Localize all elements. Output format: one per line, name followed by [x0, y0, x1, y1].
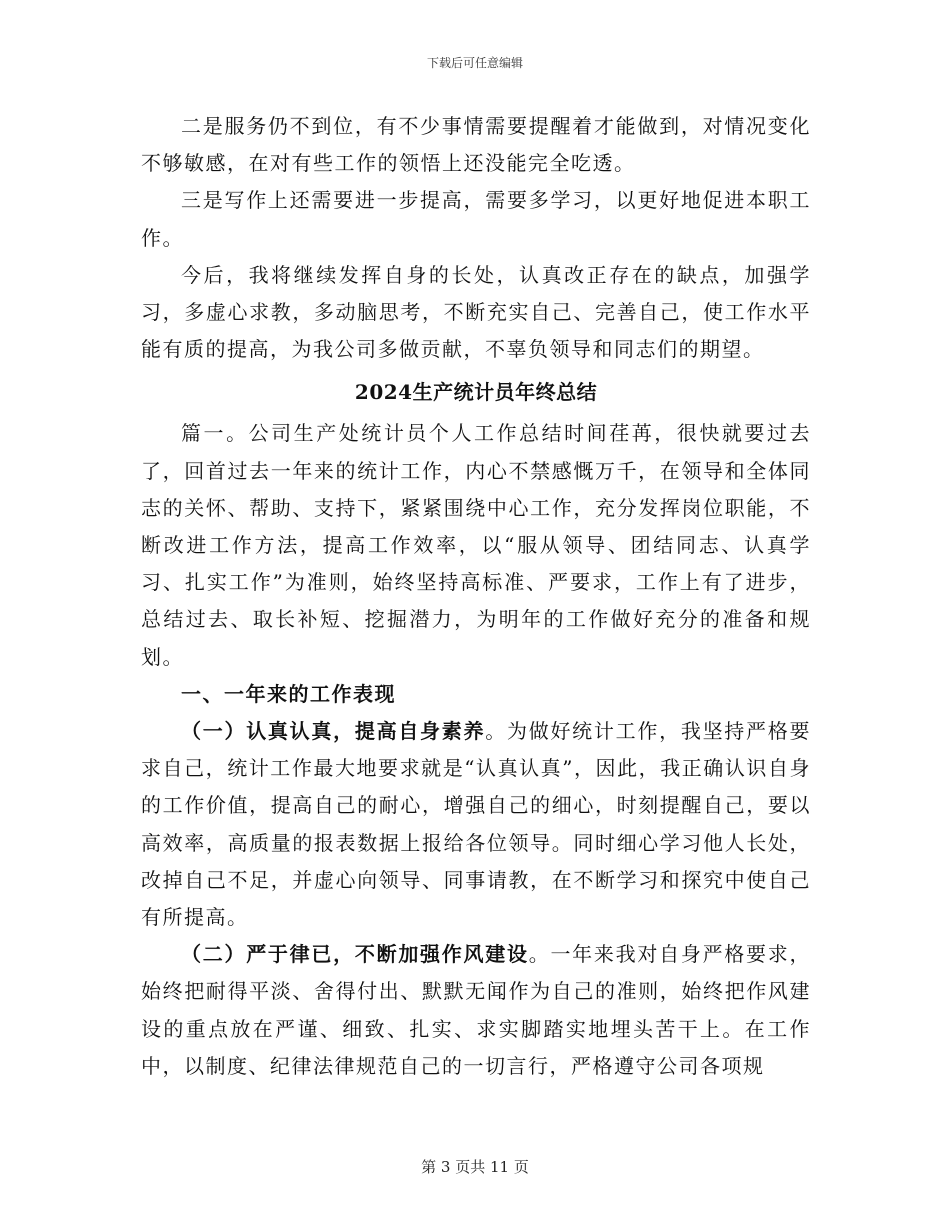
page-header: 下载后可任意编辑 — [426, 56, 523, 70]
document-body — [141, 108, 811, 1085]
item-1-body: 。为做好统计工作，我坚持严格要求自己，统计工作最大地要求就是“认真认真”，因此，我正确认识自身的工作价值，提高自己的耐心，增强自己的细心，时刻提醒自己，要以高效率，高质量的报表数据上报给各位领导。同时细心学习他人长处，改掉自己不足，并虚心向领导、同事请教，在不断学习和探究中使自己有所提高。 — [141, 719, 811, 930]
item-1-title: （一）认真认真，提高自身素养 — [181, 719, 486, 744]
paragraph-item-1 — [141, 713, 811, 936]
item-2-body: 。一年来我对自身严格要求，始终把耐得平淡、舍得付出、默默无闻作为自己的准则，始终把作风建设的重点放在严谨、细致、扎实、求实脚踏实地埋头苦干上。在工作中，以制度、纪律法律规范自己的一切言行，严格遵守公司各项规 — [141, 942, 812, 1078]
paragraph-writing: 三是写作上还需要进一步提高，需要多学习，以更好地促进本职工作。 — [141, 188, 811, 250]
item-2-title: （二）严于律已，不断加强作风建设 — [181, 942, 529, 967]
paragraph-intro: 篇一。公司生产处统计员个人工作总结时间荏苒，很快就要过去了，回首过去一年来的统计工作，内心不禁感慨万千，在领导和全体同志的关怀、帮助、支持下，紧紧围绕中心工作，充分发挥岗位职能，不断改进工作方法，提高工作效率，以“服从领导、团结同志、认真学习、扎实工作”为准则，始终坚持高标准、严要求，工作上有了进步，总结过去、取长补短、挖掘潜力，为明年的工作做好充分的准备和规划。 — [141, 421, 811, 669]
page-footer: 第 3 页共 11 页 — [421, 1158, 529, 1176]
section-heading: 一、一年来的工作表现 — [181, 681, 396, 706]
paragraph-service: 二是服务仍不到位，有不少事情需要提醒着才能做到，对情况变化不够敏感，在对有些工作的领悟上还没能完全吃透。 — [141, 114, 811, 176]
document-title: 2024生产统计员年终总结 — [354, 380, 598, 405]
paragraph-item-2 — [141, 936, 811, 1085]
paragraph-future: 今后，我将继续发挥自身的长处，认真改正存在的缺点，加强学习，多虚心求教，多动脑思考，不断充实自己、完善自己，使工作水平能有质的提高，为我公司多做贡献，不辜负领导和同志们的期望。 — [141, 262, 811, 362]
